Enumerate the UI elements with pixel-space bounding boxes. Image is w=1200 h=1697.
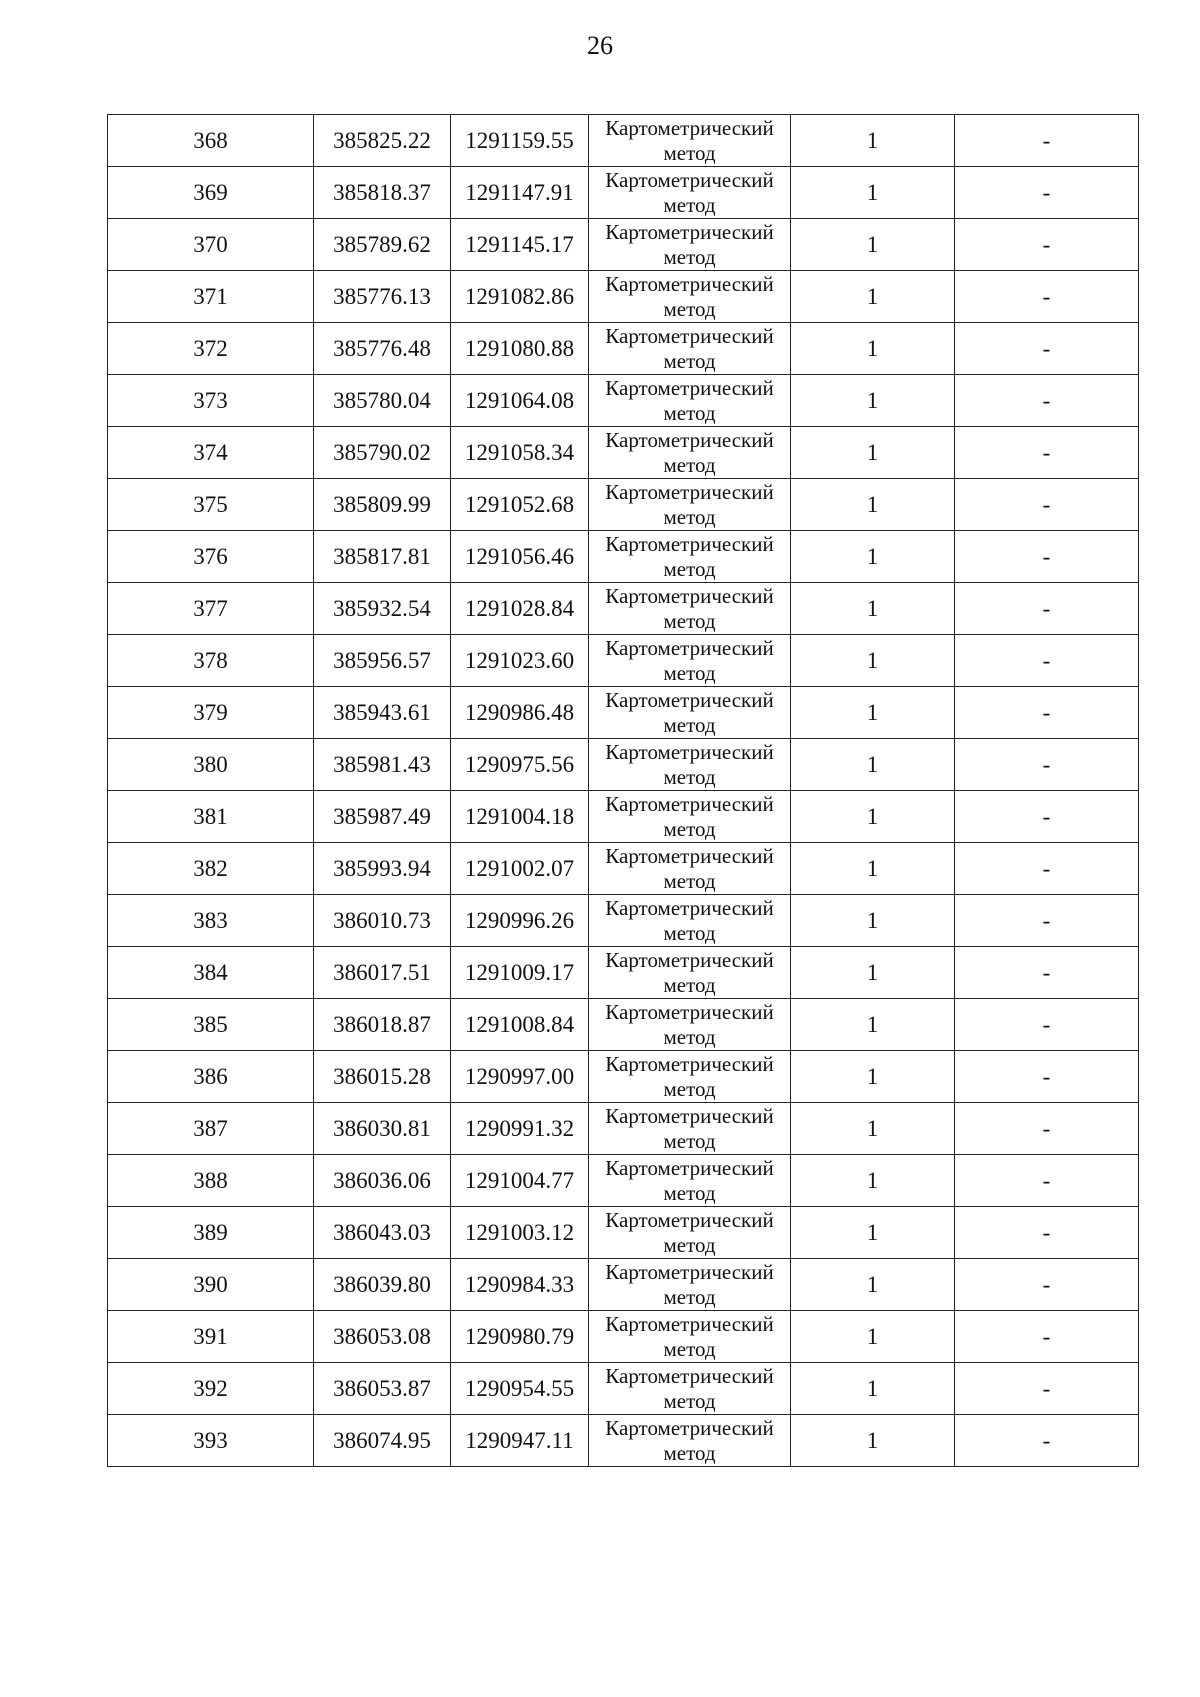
point-number-cell: 387 [108, 1103, 314, 1155]
method-line-1: Картометрический [605, 323, 774, 348]
accuracy-cell: 1 [791, 479, 955, 531]
note-cell: - [955, 739, 1139, 791]
point-number-cell: 378 [108, 635, 314, 687]
coordinates-table [107, 114, 1139, 1467]
accuracy-cell: 1 [791, 895, 955, 947]
point-number-cell: 393 [108, 1415, 314, 1467]
method-line-2: метод [663, 1180, 716, 1205]
y-coordinate-cell: 1291023.60 [451, 635, 589, 687]
table-row [108, 791, 1139, 843]
y-coordinate-cell: 1290947.11 [451, 1415, 589, 1467]
method-line-2: метод [663, 192, 716, 217]
point-number-cell: 375 [108, 479, 314, 531]
y-coordinate-cell: 1291058.34 [451, 427, 589, 479]
method-cell [589, 791, 791, 843]
accuracy-cell: 1 [791, 791, 955, 843]
accuracy-cell: 1 [791, 1207, 955, 1259]
method-line-1: Картометрический [605, 1207, 774, 1232]
point-number-cell: 384 [108, 947, 314, 999]
method-line-1: Картометрический [605, 1051, 774, 1076]
method-line-1: Картометрический [605, 687, 774, 712]
y-coordinate-cell: 1291004.77 [451, 1155, 589, 1207]
method-line-1: Картометрический [605, 1363, 774, 1388]
accuracy-cell: 1 [791, 1155, 955, 1207]
point-number-cell: 372 [108, 323, 314, 375]
table-row [108, 1103, 1139, 1155]
method-cell [589, 1103, 791, 1155]
table-row [108, 375, 1139, 427]
method-line-2: метод [663, 660, 716, 685]
table-row [108, 583, 1139, 635]
note-cell: - [955, 687, 1139, 739]
y-coordinate-cell: 1291159.55 [451, 115, 589, 167]
method-cell [589, 895, 791, 947]
point-number-cell: 389 [108, 1207, 314, 1259]
accuracy-cell: 1 [791, 739, 955, 791]
x-coordinate-cell: 386036.06 [314, 1155, 451, 1207]
method-line-2: метод [663, 452, 716, 477]
y-coordinate-cell: 1291008.84 [451, 999, 589, 1051]
y-coordinate-cell: 1291004.18 [451, 791, 589, 843]
point-number-cell: 381 [108, 791, 314, 843]
x-coordinate-cell: 385981.43 [314, 739, 451, 791]
accuracy-cell: 1 [791, 1415, 955, 1467]
x-coordinate-cell: 385825.22 [314, 115, 451, 167]
table-row [108, 1259, 1139, 1311]
method-line-1: Картометрический [605, 1415, 774, 1440]
note-cell: - [955, 1311, 1139, 1363]
table-row [108, 479, 1139, 531]
note-cell: - [955, 1363, 1139, 1415]
method-line-2: метод [663, 972, 716, 997]
note-cell: - [955, 1103, 1139, 1155]
method-line-1: Картометрический [605, 947, 774, 972]
method-cell [589, 479, 791, 531]
note-cell: - [955, 167, 1139, 219]
table-row [108, 947, 1139, 999]
method-line-1: Картометрический [605, 895, 774, 920]
x-coordinate-cell: 386030.81 [314, 1103, 451, 1155]
x-coordinate-cell: 386053.08 [314, 1311, 451, 1363]
method-line-1: Картометрический [605, 1311, 774, 1336]
x-coordinate-cell: 385956.57 [314, 635, 451, 687]
method-line-2: метод [663, 816, 716, 841]
method-cell [589, 687, 791, 739]
note-cell: - [955, 583, 1139, 635]
x-coordinate-cell: 386018.87 [314, 999, 451, 1051]
x-coordinate-cell: 386010.73 [314, 895, 451, 947]
note-cell: - [955, 1415, 1139, 1467]
point-number-cell: 391 [108, 1311, 314, 1363]
method-line-2: метод [663, 1076, 716, 1101]
table-row [108, 531, 1139, 583]
point-number-cell: 392 [108, 1363, 314, 1415]
accuracy-cell: 1 [791, 1103, 955, 1155]
method-cell [589, 635, 791, 687]
note-cell: - [955, 895, 1139, 947]
method-line-2: метод [663, 1232, 716, 1257]
table-row [108, 271, 1139, 323]
point-number-cell: 390 [108, 1259, 314, 1311]
method-line-2: метод [663, 1440, 716, 1465]
point-number-cell: 385 [108, 999, 314, 1051]
accuracy-cell: 1 [791, 999, 955, 1051]
y-coordinate-cell: 1291056.46 [451, 531, 589, 583]
y-coordinate-cell: 1290975.56 [451, 739, 589, 791]
accuracy-cell: 1 [791, 427, 955, 479]
accuracy-cell: 1 [791, 635, 955, 687]
method-cell [589, 375, 791, 427]
method-line-1: Картометрический [605, 167, 774, 192]
method-line-1: Картометрический [605, 635, 774, 660]
x-coordinate-cell: 386074.95 [314, 1415, 451, 1467]
method-cell [589, 583, 791, 635]
x-coordinate-cell: 385817.81 [314, 531, 451, 583]
table-row [108, 115, 1139, 167]
y-coordinate-cell: 1291028.84 [451, 583, 589, 635]
point-number-cell: 373 [108, 375, 314, 427]
y-coordinate-cell: 1290980.79 [451, 1311, 589, 1363]
method-cell [589, 1311, 791, 1363]
method-cell [589, 271, 791, 323]
y-coordinate-cell: 1291003.12 [451, 1207, 589, 1259]
method-line-2: метод [663, 400, 716, 425]
method-line-1: Картометрический [605, 1259, 774, 1284]
method-cell [589, 323, 791, 375]
method-line-2: метод [663, 1128, 716, 1153]
x-coordinate-cell: 385780.04 [314, 375, 451, 427]
method-line-1: Картометрический [605, 115, 774, 140]
y-coordinate-cell: 1291147.91 [451, 167, 589, 219]
note-cell: - [955, 219, 1139, 271]
method-line-1: Картометрический [605, 375, 774, 400]
method-line-2: метод [663, 504, 716, 529]
table-row [108, 323, 1139, 375]
method-line-2: метод [663, 764, 716, 789]
method-cell [589, 1207, 791, 1259]
point-number-cell: 379 [108, 687, 314, 739]
y-coordinate-cell: 1291052.68 [451, 479, 589, 531]
method-line-1: Картометрический [605, 791, 774, 816]
accuracy-cell: 1 [791, 1363, 955, 1415]
coordinates-table-body [108, 115, 1139, 1467]
table-row [108, 999, 1139, 1051]
point-number-cell: 380 [108, 739, 314, 791]
table-row [108, 895, 1139, 947]
table-row [108, 1051, 1139, 1103]
point-number-cell: 369 [108, 167, 314, 219]
table-row [108, 1207, 1139, 1259]
table-row [108, 843, 1139, 895]
method-line-2: метод [663, 1024, 716, 1049]
y-coordinate-cell: 1291064.08 [451, 375, 589, 427]
accuracy-cell: 1 [791, 167, 955, 219]
method-line-1: Картометрический [605, 739, 774, 764]
accuracy-cell: 1 [791, 1259, 955, 1311]
note-cell: - [955, 427, 1139, 479]
table-row [108, 635, 1139, 687]
y-coordinate-cell: 1291009.17 [451, 947, 589, 999]
method-line-1: Картометрический [605, 427, 774, 452]
point-number-cell: 368 [108, 115, 314, 167]
method-cell [589, 999, 791, 1051]
method-cell [589, 115, 791, 167]
point-number-cell: 376 [108, 531, 314, 583]
x-coordinate-cell: 385809.99 [314, 479, 451, 531]
y-coordinate-cell: 1290986.48 [451, 687, 589, 739]
point-number-cell: 374 [108, 427, 314, 479]
note-cell: - [955, 1259, 1139, 1311]
method-cell [589, 1155, 791, 1207]
note-cell: - [955, 323, 1139, 375]
method-cell [589, 167, 791, 219]
method-cell [589, 1363, 791, 1415]
y-coordinate-cell: 1290997.00 [451, 1051, 589, 1103]
table-row [108, 1363, 1139, 1415]
accuracy-cell: 1 [791, 375, 955, 427]
accuracy-cell: 1 [791, 271, 955, 323]
method-line-1: Картометрический [605, 583, 774, 608]
method-line-2: метод [663, 140, 716, 165]
method-line-2: метод [663, 348, 716, 373]
method-cell [589, 947, 791, 999]
method-cell [589, 739, 791, 791]
table-row [108, 219, 1139, 271]
note-cell: - [955, 999, 1139, 1051]
method-line-2: метод [663, 608, 716, 633]
y-coordinate-cell: 1290954.55 [451, 1363, 589, 1415]
x-coordinate-cell: 386043.03 [314, 1207, 451, 1259]
method-line-2: метод [663, 1284, 716, 1309]
method-line-2: метод [663, 1336, 716, 1361]
y-coordinate-cell: 1291145.17 [451, 219, 589, 271]
method-line-2: метод [663, 1388, 716, 1413]
note-cell: - [955, 115, 1139, 167]
method-cell [589, 1051, 791, 1103]
accuracy-cell: 1 [791, 323, 955, 375]
x-coordinate-cell: 385818.37 [314, 167, 451, 219]
x-coordinate-cell: 385776.48 [314, 323, 451, 375]
note-cell: - [955, 947, 1139, 999]
method-cell [589, 1415, 791, 1467]
table-row [108, 1155, 1139, 1207]
accuracy-cell: 1 [791, 583, 955, 635]
x-coordinate-cell: 386017.51 [314, 947, 451, 999]
point-number-cell: 382 [108, 843, 314, 895]
note-cell: - [955, 843, 1139, 895]
point-number-cell: 388 [108, 1155, 314, 1207]
method-line-1: Картометрический [605, 843, 774, 868]
y-coordinate-cell: 1291082.86 [451, 271, 589, 323]
method-line-2: метод [663, 920, 716, 945]
method-cell [589, 427, 791, 479]
method-line-1: Картометрический [605, 531, 774, 556]
accuracy-cell: 1 [791, 219, 955, 271]
table-row [108, 687, 1139, 739]
method-line-2: метод [663, 556, 716, 581]
accuracy-cell: 1 [791, 115, 955, 167]
table-row [108, 1415, 1139, 1467]
table-row [108, 739, 1139, 791]
note-cell: - [955, 1207, 1139, 1259]
table-row [108, 167, 1139, 219]
method-line-1: Картометрический [605, 1103, 774, 1128]
x-coordinate-cell: 385943.61 [314, 687, 451, 739]
note-cell: - [955, 635, 1139, 687]
point-number-cell: 383 [108, 895, 314, 947]
method-line-1: Картометрический [605, 999, 774, 1024]
method-line-2: метод [663, 244, 716, 269]
y-coordinate-cell: 1291002.07 [451, 843, 589, 895]
method-cell [589, 531, 791, 583]
note-cell: - [955, 479, 1139, 531]
y-coordinate-cell: 1290984.33 [451, 1259, 589, 1311]
x-coordinate-cell: 386053.87 [314, 1363, 451, 1415]
note-cell: - [955, 1155, 1139, 1207]
x-coordinate-cell: 386015.28 [314, 1051, 451, 1103]
method-line-2: метод [663, 296, 716, 321]
accuracy-cell: 1 [791, 687, 955, 739]
point-number-cell: 377 [108, 583, 314, 635]
accuracy-cell: 1 [791, 1311, 955, 1363]
method-line-2: метод [663, 868, 716, 893]
point-number-cell: 371 [108, 271, 314, 323]
accuracy-cell: 1 [791, 947, 955, 999]
page-number: 26 [587, 31, 613, 60]
point-number-cell: 370 [108, 219, 314, 271]
x-coordinate-cell: 385789.62 [314, 219, 451, 271]
note-cell: - [955, 271, 1139, 323]
accuracy-cell: 1 [791, 531, 955, 583]
x-coordinate-cell: 385790.02 [314, 427, 451, 479]
x-coordinate-cell: 386039.80 [314, 1259, 451, 1311]
table-row [108, 427, 1139, 479]
note-cell: - [955, 1051, 1139, 1103]
method-line-1: Картометрический [605, 271, 774, 296]
x-coordinate-cell: 385993.94 [314, 843, 451, 895]
note-cell: - [955, 531, 1139, 583]
method-line-1: Картометрический [605, 219, 774, 244]
y-coordinate-cell: 1290991.32 [451, 1103, 589, 1155]
method-line-1: Картометрический [605, 479, 774, 504]
accuracy-cell: 1 [791, 1051, 955, 1103]
method-line-1: Картометрический [605, 1155, 774, 1180]
method-line-2: метод [663, 712, 716, 737]
x-coordinate-cell: 385776.13 [314, 271, 451, 323]
y-coordinate-cell: 1290996.26 [451, 895, 589, 947]
accuracy-cell: 1 [791, 843, 955, 895]
point-number-cell: 386 [108, 1051, 314, 1103]
x-coordinate-cell: 385987.49 [314, 791, 451, 843]
note-cell: - [955, 375, 1139, 427]
method-cell [589, 219, 791, 271]
method-cell [589, 843, 791, 895]
table-row [108, 1311, 1139, 1363]
y-coordinate-cell: 1291080.88 [451, 323, 589, 375]
note-cell: - [955, 791, 1139, 843]
x-coordinate-cell: 385932.54 [314, 583, 451, 635]
method-cell [589, 1259, 791, 1311]
